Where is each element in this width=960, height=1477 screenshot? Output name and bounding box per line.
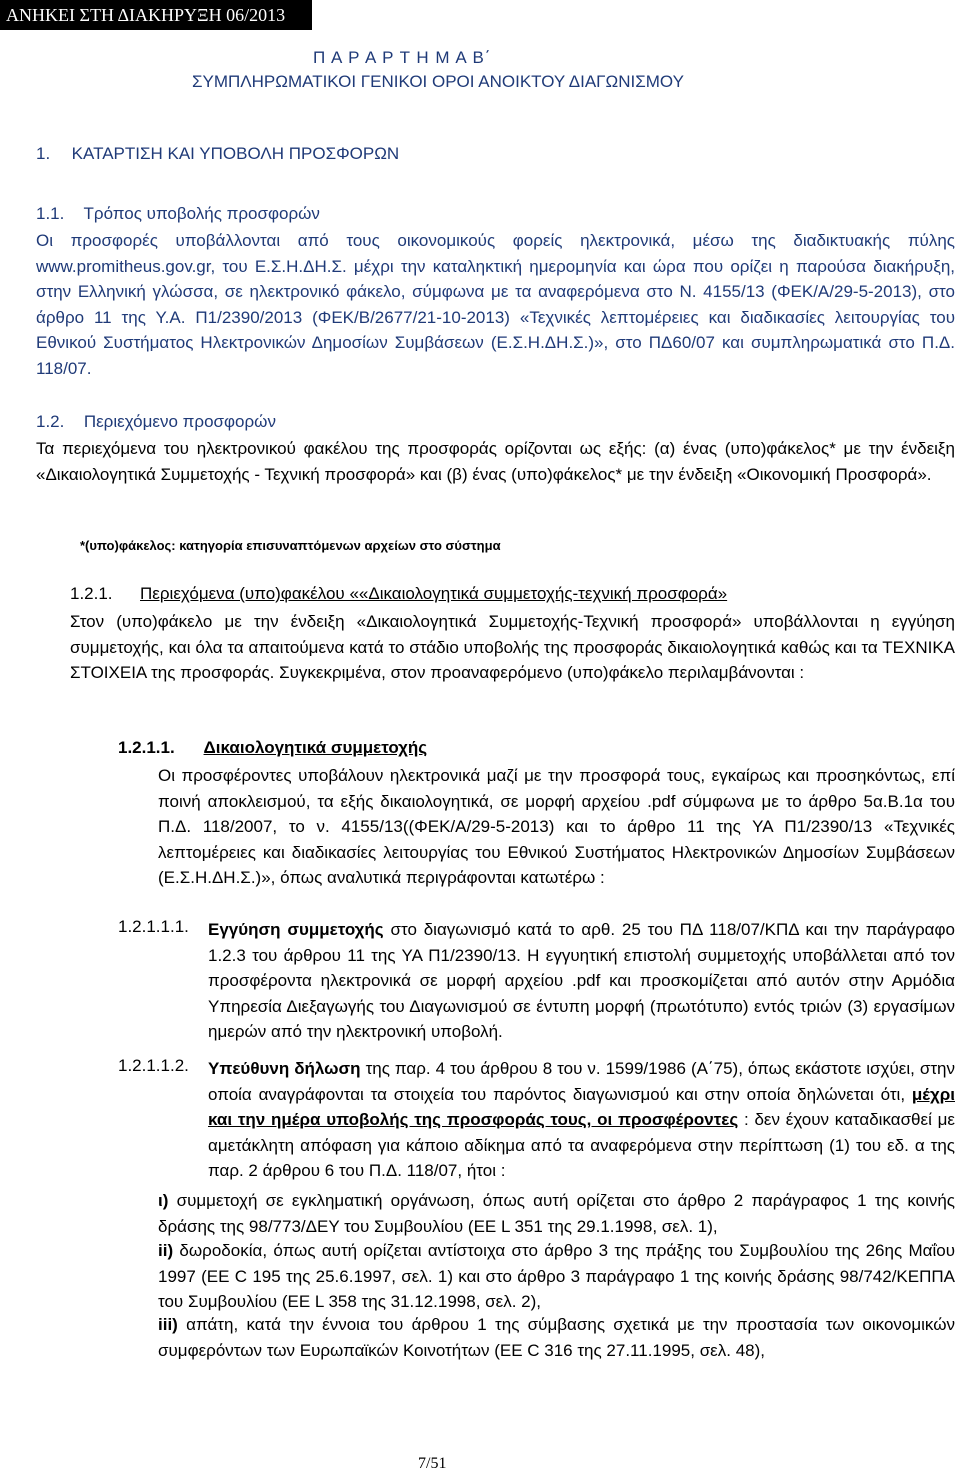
clause-ii [158, 1238, 955, 1315]
paragraph-text: , του Ε.Σ.Η.ΔΗ.Σ. μέχρι την καταληκτική ημερομηνία και ώρα που ορίζει η παρούσα διακήρυξη, στην Ελληνική γλώσσα, σε ηλεκτρονικό φάκελο, σύμφωνα με τα αναφερόμενα στο Ν. 4155/13 (ΦΕΚ/Α/29-5-2013), στο άρθρο 11 της Υ.Α. Π1/2390/2013 (ΦΕΚ/Β/2677/21-10-2013) «Τεχνικές λεπτομέρειες και διαδικασίες λειτουργίας του Εθνικού Συστήματος Ηλεκτρονικών Δημοσίων Συμβάσεων (Ε.Σ.Η.ΔΗ.Σ.)», στο ΠΔ60/07 και συμπληρωματικά στο Π.Δ. 118/07. [36, 256, 955, 378]
page-number: 7/51 [418, 1455, 447, 1472]
section-number: 1.2.1.1. [118, 738, 175, 757]
section-title: Περιεχόμενα (υπο)φακέλου ««Δικαιολογητικά συμμετοχής-τεχνική προσφορά» [140, 584, 728, 603]
participation-guarantee-paragraph [208, 917, 955, 1045]
section-1-2-1-paragraph: Στον (υπο)φάκελο με την ένδειξη «Δικαιολογητικά Συμμετοχής-Τεχνική προσφορά» υποβάλλονται η εγγύηση συμμετοχής, και όλα τα απαιτούμενα κατά το στάδιο υποβολής της προσφοράς δικαιολογητικά καθώς και τα ΤΕΧΝΙΚΑ ΣΤΟΙΧΕΙΑ της προσφοράς. Συγκεκριμένα, στον προαναφερόμενο (υπο)φάκελο περιλαμβάνονται : [70, 612, 955, 682]
section-1-2-1-1-heading [118, 738, 427, 758]
section-1-2-1-1-paragraph: Οι προσφέροντες υποβάλουν ηλεκτρονικά μαζί με την προσφορά τους, εγκαίρως και προσηκόντως, επί ποινή αποκλεισμού, τα εξής δικαιολογητικά, σε μορφή αρχείου .pdf σύμφωνα με το άρθρο 5α.Β.1α του Π.Δ. 118/2007, το ν. 4155/13((ΦΕΚ/Α/29-5-2013) και το άρθρο 11 της ΥΑ Π1/2390/13 «Τεχνικές λεπτομέρειες και διαδικασίες λειτουργίας του Εθνικού Συστήματος Ηλεκτρονικών Δημοσίων Συμβάσεων (Ε.Σ.Η.ΔΗ.Σ.)», όπως αναλυτικά περιγράφονται κατωτέρω : [158, 766, 955, 887]
clause-i [158, 1188, 955, 1239]
section-1-heading [36, 144, 399, 164]
paragraph-text: στο διαγωνισμό κατά το αρθ. 25 του ΠΔ 118/07/ΚΠΔ και την παράγραφο 1.2.3 του άρθρου 11 της ΥΑ Π1/2390/13. Η εγγυητική επιστολή συμμετοχής υποβάλλεται από τον προσφέροντα ηλεκτρονικά σε μορφή αρχείου .pdf και προσκομίζεται από αυτόν στην Αρμόδια Υπηρεσία Διεξαγωγής του Διαγωνισμού σε έντυπη μορφή (πρωτότυπο) εντός τριών (3) εργασίμων ημερών από την ηλεκτρονική υποβολή. [208, 920, 955, 1041]
paragraph-text: της παρ. 4 του άρθρου 8 του ν. 1599/1986 (Α΄75), όπως εκάστοτε ισχύει, στην οποία αναγράφονται τα στοιχεία του παρόντος διαγωνισμού και στην οποία δηλώνεται ότι, [208, 1059, 955, 1104]
section-number: 1.2.1. [70, 584, 113, 603]
section-title: Δικαιολογητικά συμμετοχής [203, 738, 428, 757]
section-1-2-heading [36, 412, 276, 432]
paragraph-text: : δεν έχουν καταδικασθεί με αμετάκλητη απόφαση για κάποιο αδίκημα από τα αναφερόμενα στην περίπτωση (1) του εδ. α της παρ. 2 άρθρου 6 του Π.Δ. 118/07, ήτοι : [208, 1110, 955, 1180]
section-title: ΚΑΤΑΡΤΙΣΗ ΚΑΙ ΥΠΟΒΟΛΗ ΠΡΟΣΦΟΡΩΝ [71, 144, 400, 163]
section-1-2-paragraph: Τα περιεχόμενα του ηλεκτρονικού φακέλου της προσφοράς ορίζονται ως εξής: (α) ένας (υπο)φάκελος* με την ένδειξη «Δικαιολογητικά Συμμετοχής - Τεχνική προσφορά» και (β) ένας (υπο)φάκελος* με την ένδειξη «Οικονομική Προσφορά». [36, 439, 955, 484]
section-number: 1. [36, 144, 51, 163]
subfolder-footnote: *(υπο)φάκελος: κατηγορία επισυναπτόμενων αρχείων στο σύστημα [80, 538, 501, 553]
paragraph-text: Οι προσφορές υποβάλλονται από τους οικονομικούς φορείς ηλεκτρονικά, μέσω της διαδικτυακής πύλης [36, 231, 955, 250]
clause-text: συμμετοχή σε εγκληματική οργάνωση, όπως αυτή ορίζεται στο άρθρο 2 παράγραφος 1 της κοινής δράσης της 98/773/ΔΕΥ του Συμβουλίου (ΕΕ L 351 της 29.1.1998, σελ. 1), [158, 1191, 955, 1236]
clause-text: δωροδοκία, όπως αυτή ορίζεται αντίστοιχα στο άρθρο 3 της πράξης του Συμβουλίου της 26ης Μαΐου 1997 (ΕΕ C 195 της 25.6.1997, σελ. 1) και στο άρθρο 3 παράγραφο 1 της κοινής δράσης 98/742/ΚΕΠΠΑ του Συμβουλίου (ΕΕ L 358 της 31.12.1998, σελ. 2), [158, 1241, 955, 1311]
item-number: 1.2.1.1.2. [118, 1056, 189, 1075]
promitheus-link[interactable]: www.promitheus.gov.gr [36, 256, 211, 276]
document-stamp-banner: ΑΝΗΚΕΙ ΣΤΗ ΔΙΑΚΗΡΥΞΗ 06/2013 [0, 0, 312, 30]
clause-label: ii) [158, 1241, 174, 1260]
item-title: Εγγύηση συμμετοχής [208, 920, 384, 939]
annex-title: Π Α Ρ Α Ρ Τ Η Μ Α Β΄ [313, 48, 492, 67]
section-1-1-paragraph [36, 228, 955, 381]
section-title: Περιεχόμενο προσφορών [83, 412, 276, 431]
solemn-declaration-paragraph [208, 1056, 955, 1184]
section-number: 1.1. [36, 204, 65, 223]
clause-label: iii) [158, 1315, 178, 1334]
section-1-2-1-heading [70, 584, 727, 604]
item-number: 1.2.1.1.1. [118, 917, 189, 936]
annex-subtitle: ΣΥΜΠΛΗΡΩΜΑΤΙΚΟΙ ΓΕΝΙΚΟΙ ΟΡΟΙ ΑΝΟΙΚΤΟΥ ΔΙΑΓΩΝΙΣΜΟΥ [192, 72, 684, 91]
clause-text: απάτη, κατά την έννοια του άρθρου 1 της σύμβασης σχετικά με την προστασία των οικονομικών συμφερόντων των Ευρωπαϊκών Κοινοτήτων (ΕΕ C 316 της 27.11.1995, σελ. 48), [158, 1315, 955, 1360]
clause-label: ι) [158, 1191, 169, 1210]
section-title: Τρόπος υποβολής προσφορών [83, 204, 320, 223]
section-number: 1.2. [36, 412, 65, 431]
section-1-1-heading [36, 204, 320, 224]
underlined-clause: μέχρι και την ημέρα υποβολής της προσφοράς τους, οι προσφέροντες [208, 1084, 955, 1129]
item-title: Υπεύθυνη δήλωση [208, 1059, 361, 1078]
clause-iii [158, 1312, 955, 1363]
